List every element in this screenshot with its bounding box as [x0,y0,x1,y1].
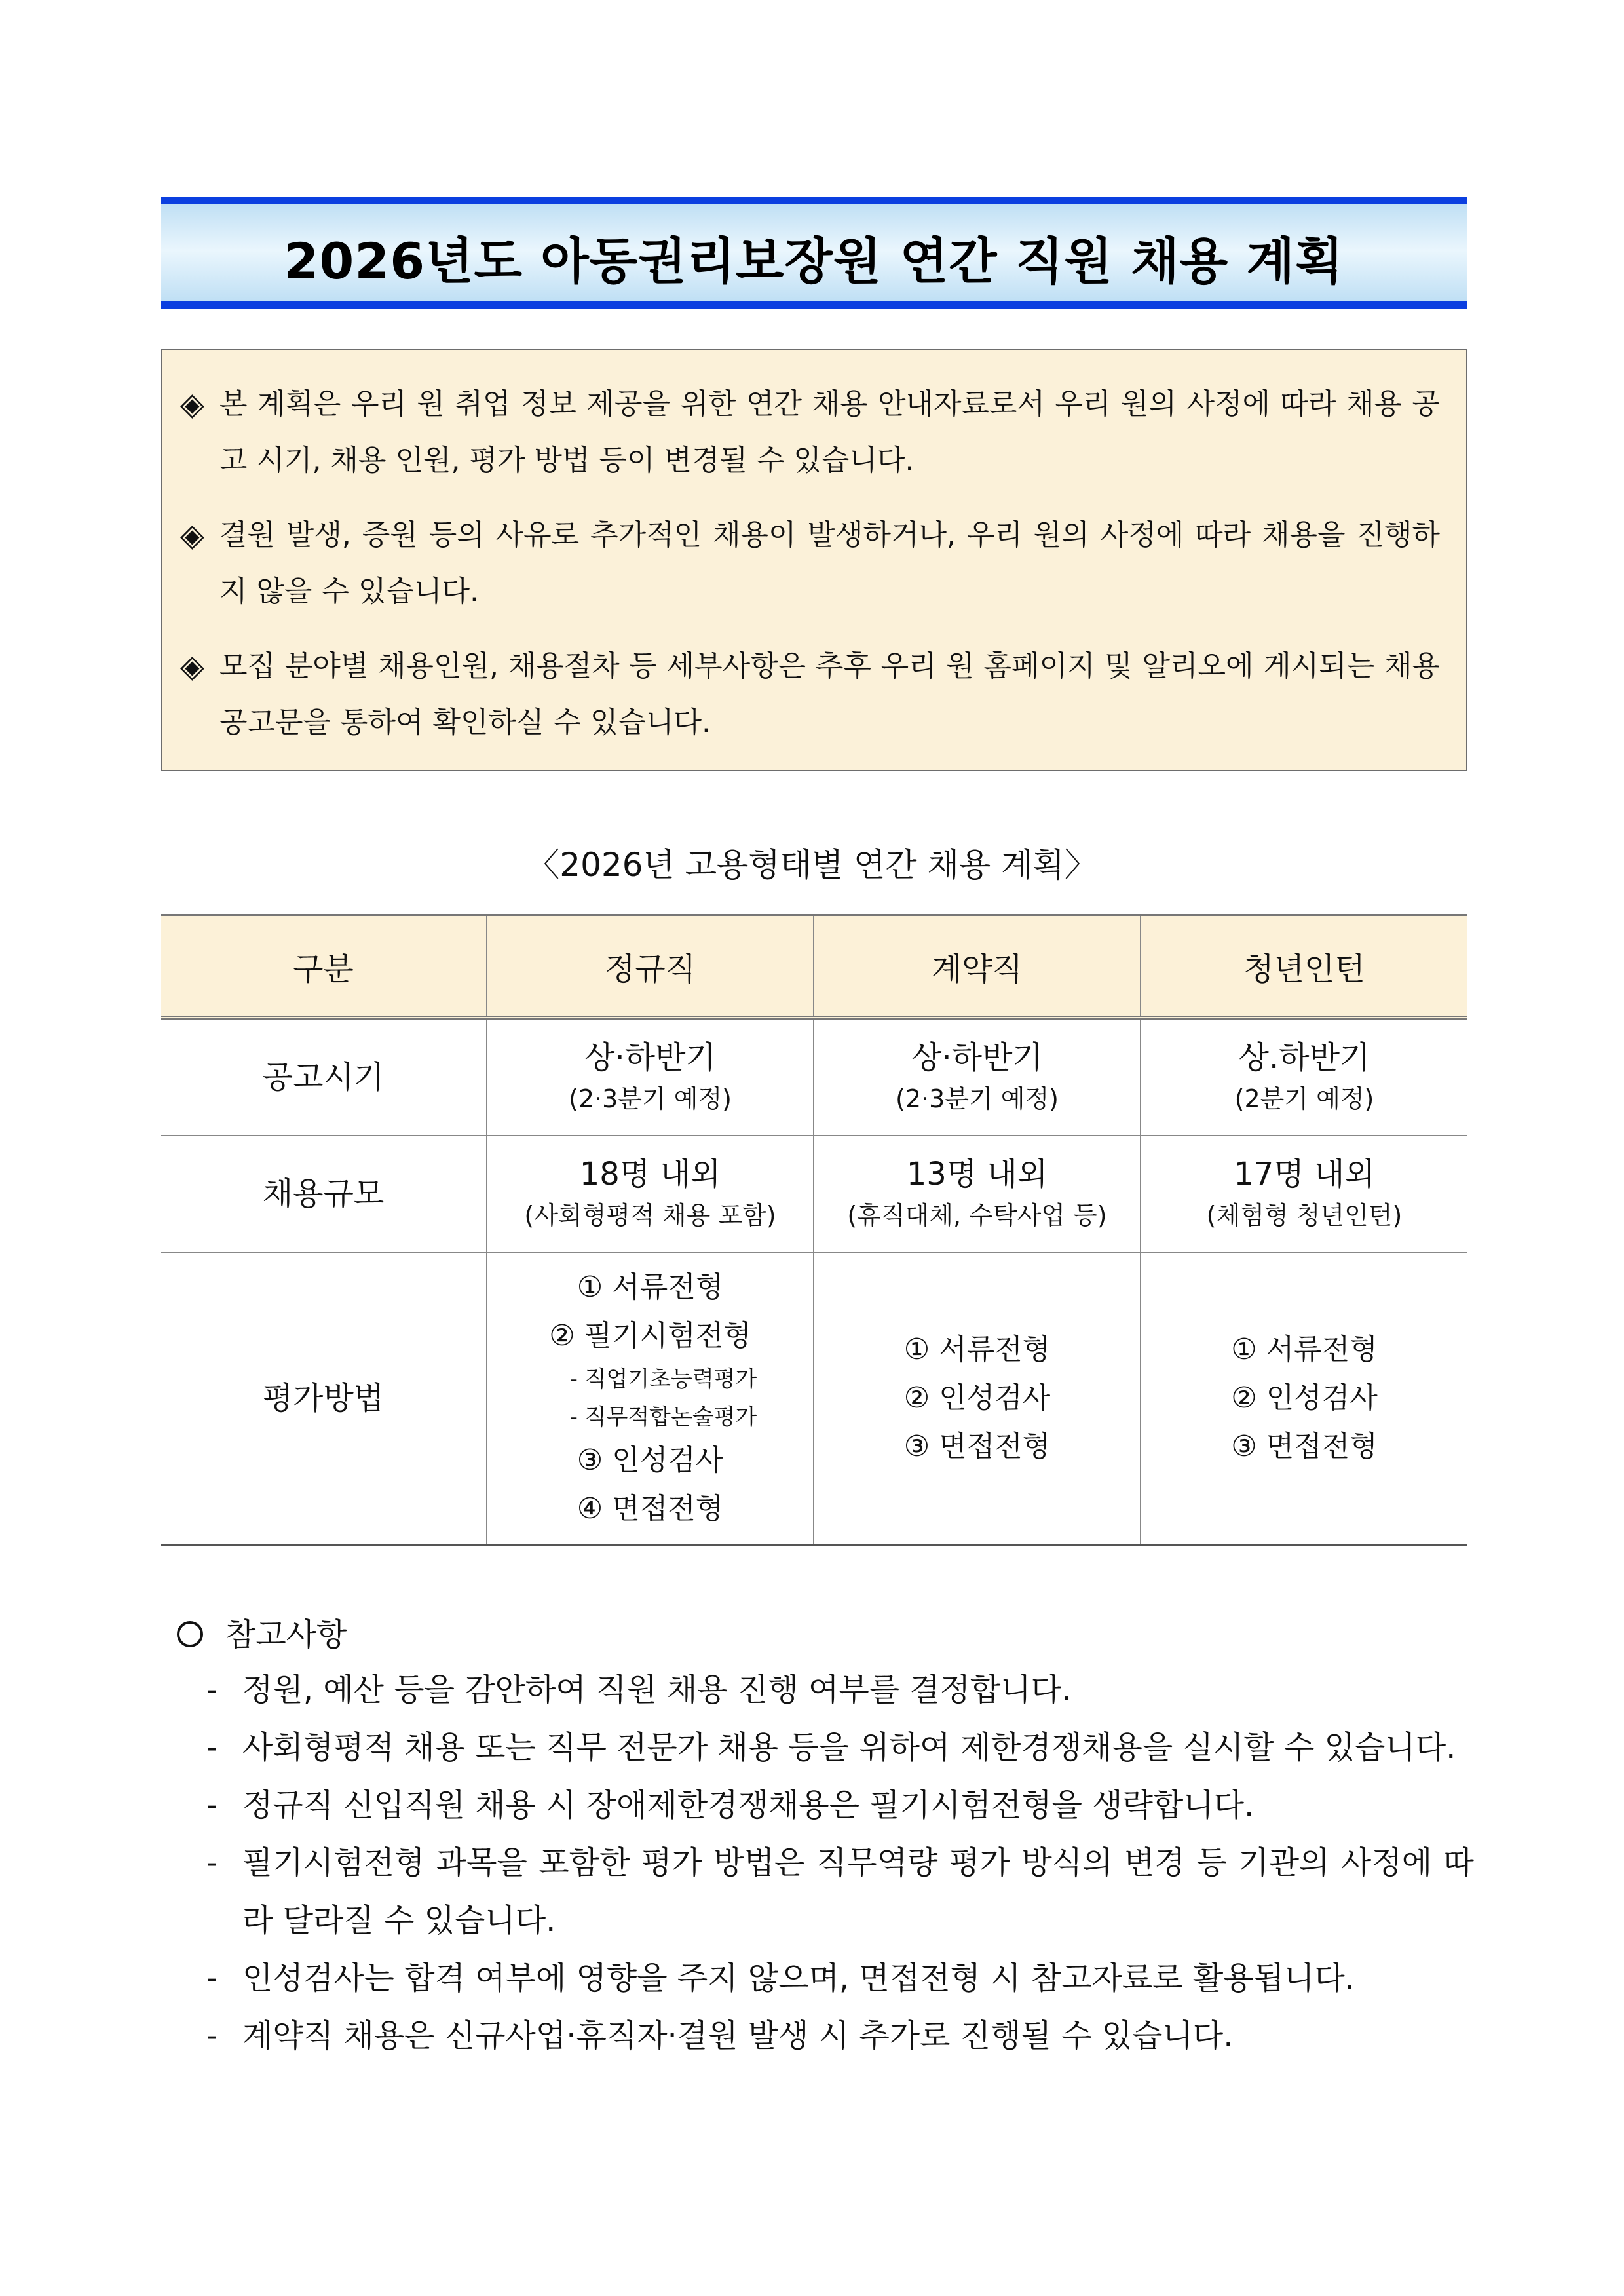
diamond-bullet-icon: ◈ [180,517,204,554]
notes-section [177,1609,1474,2065]
title-bottom-rule [161,301,1467,309]
notes-heading: 참고사항 [177,1609,1474,1661]
table-cell: ① 서류전형 ② 인성검사 ③ 면접전형 [814,1252,1141,1545]
header-regular: 정규직 [487,915,814,1018]
note-item: - 정원, 예산 등을 감안하여 직원 채용 진행 여부를 결정합니다. [206,1672,1072,1708]
note-item: - 사회형평적 채용 또는 직무 전문가 채용 등을 위하여 제한경쟁채용을 실시할 수 있습니다. [206,1729,1456,1766]
notice-text: 본 계획은 우리 원 취업 정보 제공을 위한 연간 채용 안내자료로서 우리 원의 사정에 따라 채용 공고 시기, 채용 인원, 평가 방법 등이 변경될 수 있습니다. [219,387,1440,477]
note-item: - 계약직 채용은 신규사업·휴직자·결원 발생 시 추가로 진행될 수 있습니다. [206,2018,1234,2054]
table-cell: 상·하반기 (2·3분기 예정) [814,1018,1141,1136]
table-caption: 〈2026년 고용형태별 연간 채용 계획〉 [527,846,1097,884]
diamond-bullet-icon: ◈ [180,648,204,685]
row-label: 공고시기 [161,1018,487,1136]
note-item: - 인성검사는 합격 여부에 영향을 주지 않으며, 면접전형 시 참고자료로 활용됩니다. [206,1960,1355,1997]
title-banner [161,197,1467,309]
table-cell: ① 서류전형 ② 필기시험전형 - 직업기초능력평가 - 직무적합논술평가 ③ 인성검사 ④ 면접전형 [487,1252,814,1545]
table-cell: 상.하반기 (2분기 예정) [1141,1018,1467,1136]
recruitment-plan-table [161,914,1467,1546]
row-label: 평가방법 [161,1252,487,1545]
table-header-row [161,915,1467,1018]
table-row [161,1252,1467,1545]
table-cell: 17명 내외 (체험형 청년인턴) [1141,1136,1467,1252]
title-top-rule [161,197,1467,204]
notice-text: 모집 분야별 채용인원, 채용절차 등 세부사항은 추후 우리 원 홈페이지 및 알리오에 게시되는 채용공고문을 통하여 확인하실 수 있습니다. [219,649,1440,739]
table-row [161,1018,1467,1136]
notice-text: 결원 발생, 증원 등의 사유로 추가적인 채용이 발생하거나, 우리 원의 사정에 따라 채용을 진행하지 않을 수 있습니다. [219,518,1440,608]
notice-box [161,349,1467,771]
table-cell: 상·하반기 (2·3분기 예정) [487,1018,814,1136]
note-item: - 필기시험전형 과목을 포함한 평가 방법은 직무역량 평가 방식의 변경 등 기관의 사정에 따라 달라질 수 있습니다. [206,1845,1474,1939]
header-contract: 계약직 [814,915,1141,1018]
header-category: 구분 [161,915,487,1018]
diamond-bullet-icon: ◈ [180,386,204,423]
circle-bullet-icon [177,1621,203,1647]
table-cell: 13명 내외 (휴직대체, 수탁사업 등) [814,1136,1141,1252]
table-row [161,1136,1467,1252]
note-item: - 정규직 신입직원 채용 시 장애제한경쟁채용은 필기시험전형을 생략합니다. [206,1787,1255,1824]
row-label: 채용규모 [161,1136,487,1252]
table-cell: ① 서류전형 ② 인성검사 ③ 면접전형 [1141,1252,1467,1545]
header-intern: 청년인턴 [1141,915,1467,1018]
page-title: 2026년도 아동권리보장원 연간 직원 채용 계획 [284,232,1344,290]
table-cell: 18명 내외 (사회형평적 채용 포함) [487,1136,814,1252]
